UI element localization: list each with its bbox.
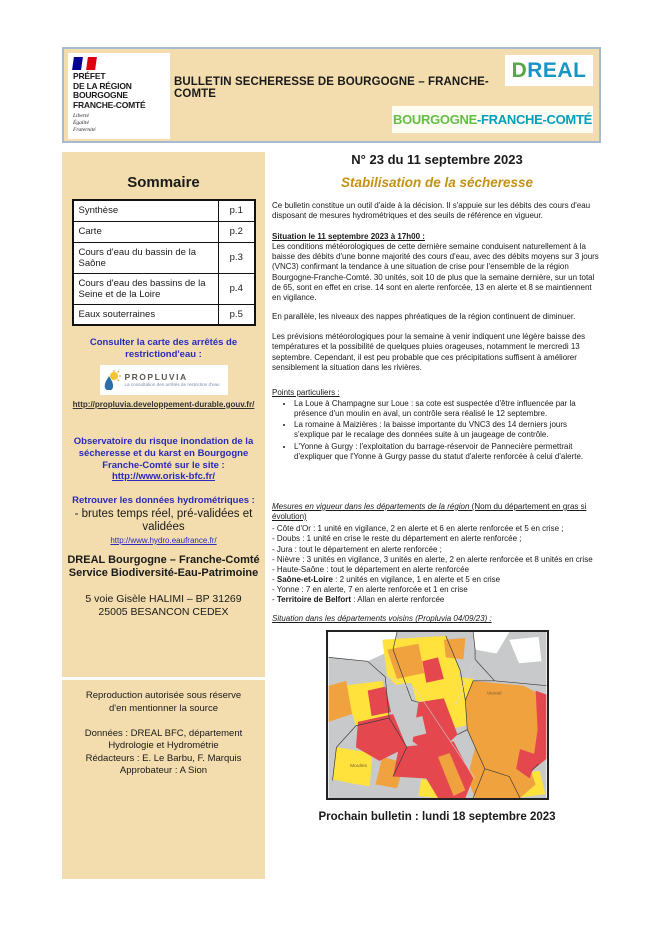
propluvia-logo-name: PROPLUVIA [124, 372, 188, 382]
credit-redacteurs: Rédacteurs : E. Le Barbu, F. Marquis [85, 752, 242, 764]
credit-data: Données : DREAL BFC, département Hydrologie et Hydrométrie [84, 728, 243, 752]
intro-paragraph: Ce bulletin constitue un outil d'aide à la décision. Il s'appuie sur les débits des cours d'eau disposant de mesures hydrométriques et des seuils de référence en vigueur. [272, 200, 591, 220]
address-city: 25005 BESANCON CEDEX [98, 606, 229, 619]
french-flag-icon [73, 57, 97, 70]
point-item: • L'Yonne à Gurgy : l'exploitation du barrage-réservoir de Pannecière permettrait d'expliquer que l'Yonne à Gurgy passe du statut d'alerte renforcée à celui d'alerte. [294, 442, 602, 462]
sommaire-table [72, 199, 256, 326]
motto-line: Liberté [73, 113, 89, 120]
dept-territoire-belfort: - Territoire de Belfort : Allan en alerte renforcée [272, 595, 445, 605]
dept-yonne: - Yonne : 7 en alerte, 7 en alerte renforcée et 1 en crise [272, 585, 468, 595]
hydro-link[interactable]: http://www.hydro.eaufrance.fr/ [110, 535, 217, 545]
sommaire-title: Sommaire [127, 174, 200, 191]
propluvia-logo-tagline: La consultation des arrêtés de restriction d'eau [124, 382, 220, 387]
motto-line: Égalité [73, 119, 89, 126]
orisk-heading: Observatoire du risque inondation de la sécheresse et du karst en Bourgogne Franche-Comté sur le site : [73, 435, 254, 471]
point-item: • La Loue à Champagne sur Loue : sa cote est suspectée d'être influencée par la présence d'un moulin en aval, un contrôle sera réalisé le 12 septembre. [294, 399, 602, 419]
motto-line: Fraternité [73, 126, 96, 133]
toc-row [73, 273, 255, 304]
situation-paragraph-3: Les prévisions météorologiques pour la semaine à venir indiquent une légère baisse des températures et la possibilité de quelques pluies orageuses, notamment le mercredi 13 septembre. Cependant, il est peu probable que ces précipitations suffisent à améliorer sensiblement la situation dans les rivières. [272, 332, 586, 372]
dept-haute-saone: - Haute-Saône : tout le département en alerte renforcée [272, 564, 470, 574]
map-label-vesoul: Vesoul [486, 691, 501, 697]
propluvia-map [326, 630, 549, 800]
bulletin-number: N° 23 du 11 septembre 2023 [351, 152, 523, 167]
toc-page: p.1 [219, 200, 255, 221]
prefet-logo [68, 53, 170, 139]
credit-approbateur: Approbateur : A Sion [119, 765, 208, 777]
hydro-heading: Retrouver les données hydrométriques : [72, 495, 255, 507]
propluvia-sun-drop-icon [104, 370, 121, 390]
propluvia-link[interactable]: http://propluvia.developpement-durable.gouv.fr/ [72, 399, 255, 409]
region-logo: BOURGOGNE -FRANCHE-COMTÉ [392, 106, 593, 133]
voisins-heading: Situation dans les départements voisins (Propluvia 04/09/23) : [272, 614, 492, 624]
sidebar [62, 152, 265, 879]
prefet-line: DE LA RÉGION [73, 80, 132, 91]
dept-saone-et-loire: - Saône-et-Loire : 2 unités en vigilance, 1 en alerte et 5 en crise [272, 575, 501, 585]
dept-jura: - Jura : tout le département en alerte renforcée ; [272, 544, 442, 554]
points-heading: Points particuliers : [272, 387, 340, 397]
next-bulletin: Prochain bulletin : lundi 18 septembre 2023 [318, 810, 556, 823]
situation-paragraph-1: Les conditions météorologiques de cette dernière semaine conduisent naturellement à la baisse des débits d'une bonne majorité des cours d'eau, avec des débits moyens sur 3 jours (VNC3) confirmant la tendance à une situation de crise pour l'ensemble de la région Bourgogne-Franche-Comté. 30 unités, soit 10 de plus que la semaine dernière, sur un total de 65, sont en effet en crise. 14 sont en alerte renforcée, 13 en alerte et 8 se maintiennent en vigilance. [272, 242, 599, 302]
address-street: 5 voie Gisèle HALIMI – BP 31269 [85, 593, 242, 606]
prefet-line: BOURGOGNE [73, 90, 128, 101]
bulletin-subtitle: Stabilisation de la sécheresse [340, 174, 534, 190]
dreal-logo: D REAL [505, 55, 593, 86]
dept-nievre: - Nièvre : 3 unités en vigilance, 3 unités en alerte, 2 en alerte renforcée et 8 unités en crise [272, 554, 593, 564]
header-banner [62, 47, 601, 143]
dept-doubs: - Doubs : 1 unité en crise le reste du département en alerte renforcée ; [272, 534, 522, 544]
toc-row [73, 200, 255, 221]
orisk-link[interactable]: http://www.orisk-bfc.fr/ [111, 471, 216, 483]
toc-row [73, 304, 255, 325]
toc-label: Eaux souterraines [73, 304, 219, 325]
point-item: • La romaine à Maizières : la baisse importante du VNC3 des 14 derniers jours s'explique par le recalage des données suite à un jaugeage de contrôle. [294, 420, 602, 440]
org-name: DREAL Bourgogne – Franche-Comté [67, 553, 260, 566]
toc-page: p.3 [219, 242, 255, 273]
toc-label: Cours d'eau des bassins de la Seine et de la Loire [73, 273, 219, 304]
toc-page: p.2 [219, 221, 255, 242]
situation-paragraph-2: En parallèle, les niveaux des nappes phréatiques de la région continuent de diminuer. [272, 312, 576, 322]
dept-cote-dor: - Côte d'Or : 1 unité en vigilance, 2 en alerte et 6 en alerte renforcée et 5 en crise ; [272, 524, 564, 534]
propluvia-logo [100, 365, 228, 395]
mesures-heading: Mesures en vigueur dans les départements de la région (Nom du département en gras si évolution) [272, 501, 587, 522]
prefet-line: PRÉFET [73, 71, 106, 81]
points-list [294, 399, 602, 462]
bulletin-title: BULLETIN SECHERESSE DE BOURGOGNE – FRANCHE-COMTE [174, 76, 489, 100]
map-label-moulins: Moulins [349, 763, 367, 769]
situation-heading: Situation le 11 septembre 2023 à 17h00 : [272, 231, 425, 241]
toc-label: Synthèse [73, 200, 219, 221]
propluvia-heading: Consulter la carte des arrêtés de restrictiond'eau : [89, 337, 238, 360]
toc-label: Cours d'eau du bassin de la Saône [73, 242, 219, 273]
main-content [272, 152, 602, 824]
toc-page: p.5 [219, 304, 255, 325]
drought-map-image [328, 632, 547, 798]
toc-page: p.4 [219, 273, 255, 304]
hydro-subtext: - brutes temps réel, pré-validées et validées [74, 508, 253, 534]
org-service: Service Biodiversité-Eau-Patrimoine [68, 566, 259, 579]
reproduction-notice: Reproduction autorisée sous réserve d'en mentionner la source [85, 690, 242, 714]
department-list [272, 524, 602, 605]
prefet-line: FRANCHE-COMTÉ [73, 99, 146, 110]
toc-row [73, 242, 255, 273]
toc-label: Carte [73, 221, 219, 242]
sidebar-divider [62, 677, 265, 680]
toc-row [73, 221, 255, 242]
